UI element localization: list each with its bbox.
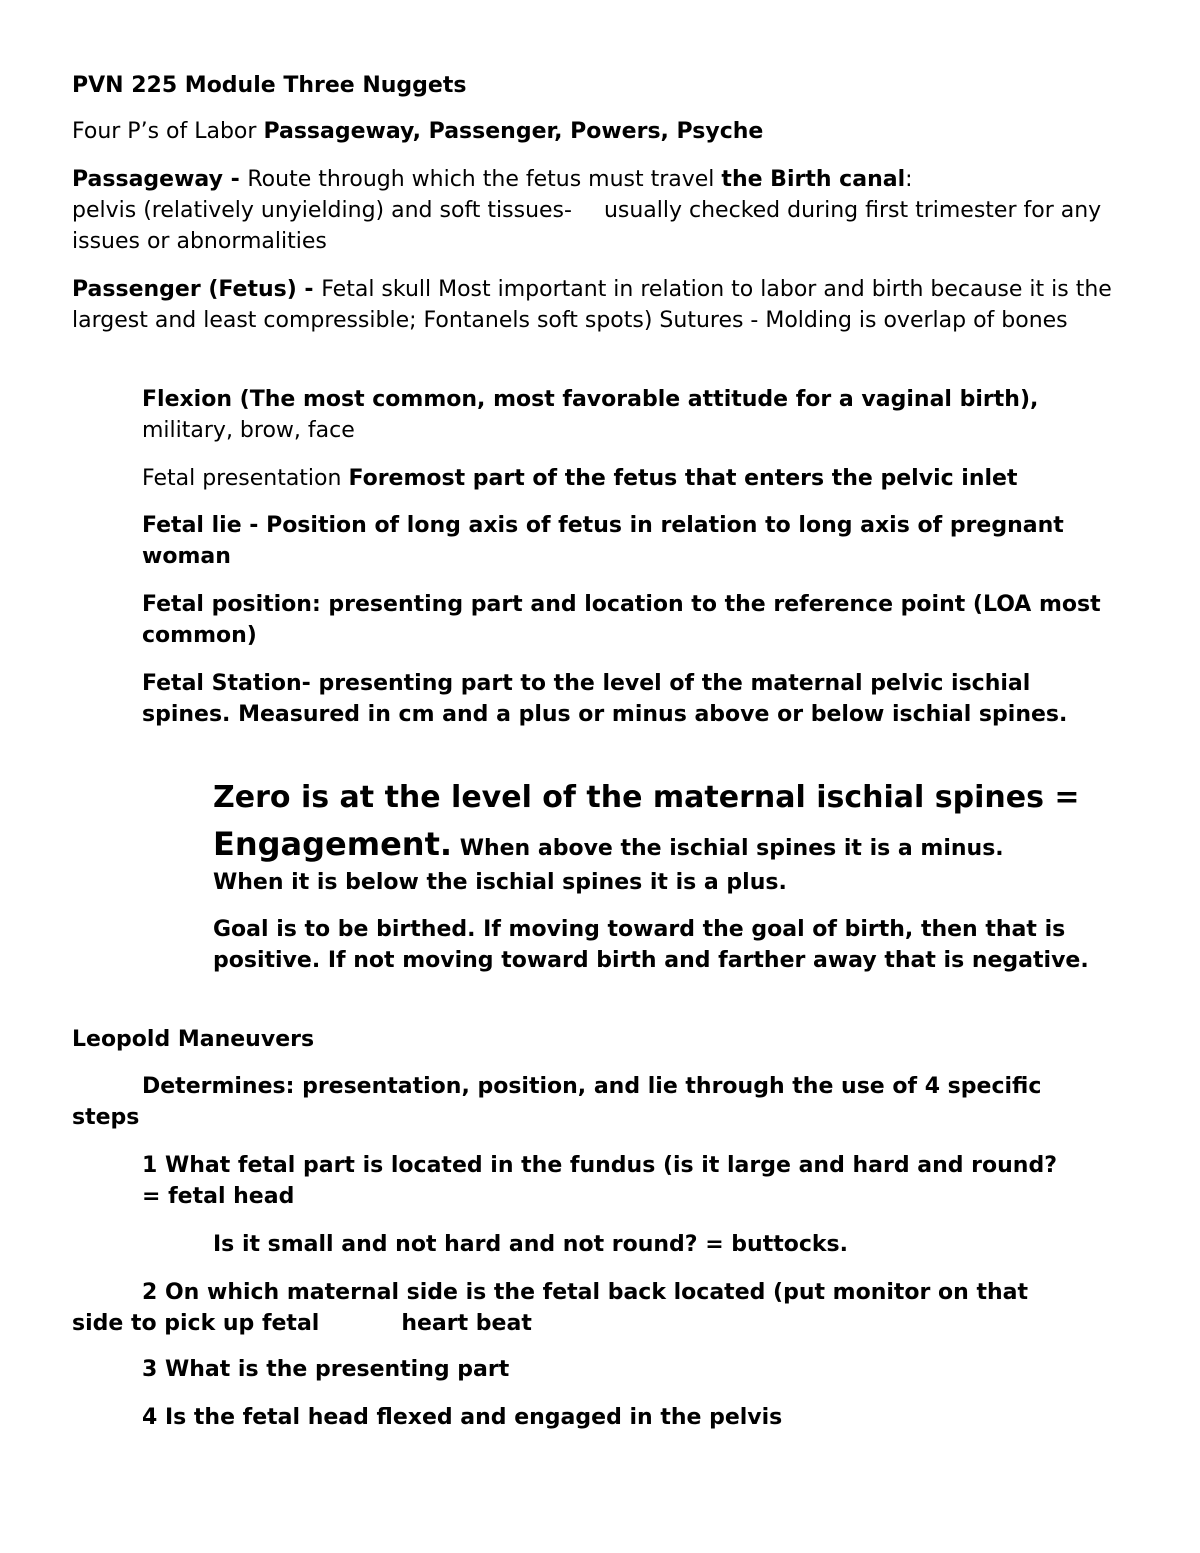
- leopold-heading: Leopold Maneuvers: [72, 1027, 315, 1052]
- passageway-colon: :: [905, 167, 913, 192]
- step2-cont: side to pick up fetal: [72, 1311, 320, 1336]
- fetal-station-paragraph: Fetal Station- presenting part to the level of the maternal pelvic ischial spines. Measured in cm and a plus or minus above or below ischial spines.: [142, 671, 1068, 727]
- passageway-paragraph: [72, 164, 1137, 257]
- engagement-paragraph: [213, 822, 1133, 898]
- flexion-paragraph: [142, 384, 1137, 446]
- leopold-step-1: [142, 1150, 1137, 1212]
- determines-text: Determines: presentation, position, and lie through the use of 4 specific: [142, 1074, 1042, 1099]
- four-ps-line: [72, 116, 1137, 147]
- passenger-paragraph: [72, 274, 1137, 336]
- fetal-presentation-paragraph: [142, 463, 1137, 494]
- passageway-label: Passageway -: [72, 167, 248, 192]
- flexion-bold: Flexion (The most common, most favorable attitude for a vaginal birth),: [142, 387, 1039, 412]
- four-ps-items: Passageway, Passenger, Powers, Psyche: [263, 119, 764, 144]
- step2-question: 2 On which maternal side is the fetal back located (put monitor on that: [142, 1280, 1029, 1305]
- step1-question: 1 What fetal part is located in the fundus (is it large and hard and round?: [142, 1153, 1057, 1178]
- zero-engagement-line: Zero is at the level of the maternal ischial spines =: [213, 780, 1080, 815]
- plus-text: When it is below the ischial spines it is a plus.: [213, 870, 787, 895]
- leopold-step-2: [72, 1277, 1137, 1339]
- fetal-lie-paragraph: Fetal lie - Position of long axis of fetus in relation to long axis of pregnant woman: [142, 513, 1064, 569]
- leopold-determines: [72, 1071, 1137, 1133]
- step1-answer: = fetal head: [142, 1184, 295, 1209]
- leopold-step-4: 4 Is the fetal head flexed and engaged in the pelvis: [142, 1405, 783, 1430]
- four-ps-lead: Four P’s of Labor: [72, 119, 264, 144]
- passageway-text: Route through which the fetus must travel: [247, 167, 722, 192]
- goal-paragraph: Goal is to be birthed. If moving toward the goal of birth, then that is positive. If not moving toward birth and farther away that is negative.: [213, 917, 1089, 973]
- minus-text: When above the ischial spines it is a minus.: [452, 836, 1004, 861]
- passenger-text: Fetal skull Most important in relation to labor and birth because it is the largest and least compressible; Fontanels soft spots) Sutures - Molding is overlap of bones: [72, 277, 1112, 333]
- passenger-label: Passenger (Fetus) -: [72, 277, 322, 302]
- determines-steps: steps: [72, 1105, 140, 1130]
- fetal-presentation-def: Foremost part of the fetus that enters the pelvic inlet: [348, 466, 1018, 491]
- page-title: PVN 225 Module Three Nuggets: [72, 73, 467, 98]
- step2-heartbeat: heart beat: [401, 1311, 532, 1336]
- flexion-normal: military, brow, face: [142, 418, 355, 443]
- birth-canal-term: the Birth canal: [721, 167, 906, 192]
- fetal-presentation-label: Fetal presentation: [142, 466, 349, 491]
- leopold-step-3: 3 What is the presenting part: [142, 1357, 510, 1382]
- engagement-term: Engagement.: [213, 825, 453, 863]
- passageway-line2a: pelvis (relatively unyielding) and soft tissues-: [72, 198, 572, 223]
- fetal-position-paragraph: Fetal position: presenting part and location to the reference point (LOA most common): [142, 592, 1101, 648]
- passageway-line2b: usually checked during first trimester for any issues or abnormalities: [72, 198, 1102, 254]
- leopold-step-1-alt: Is it small and not hard and not round? = buttocks.: [213, 1232, 848, 1257]
